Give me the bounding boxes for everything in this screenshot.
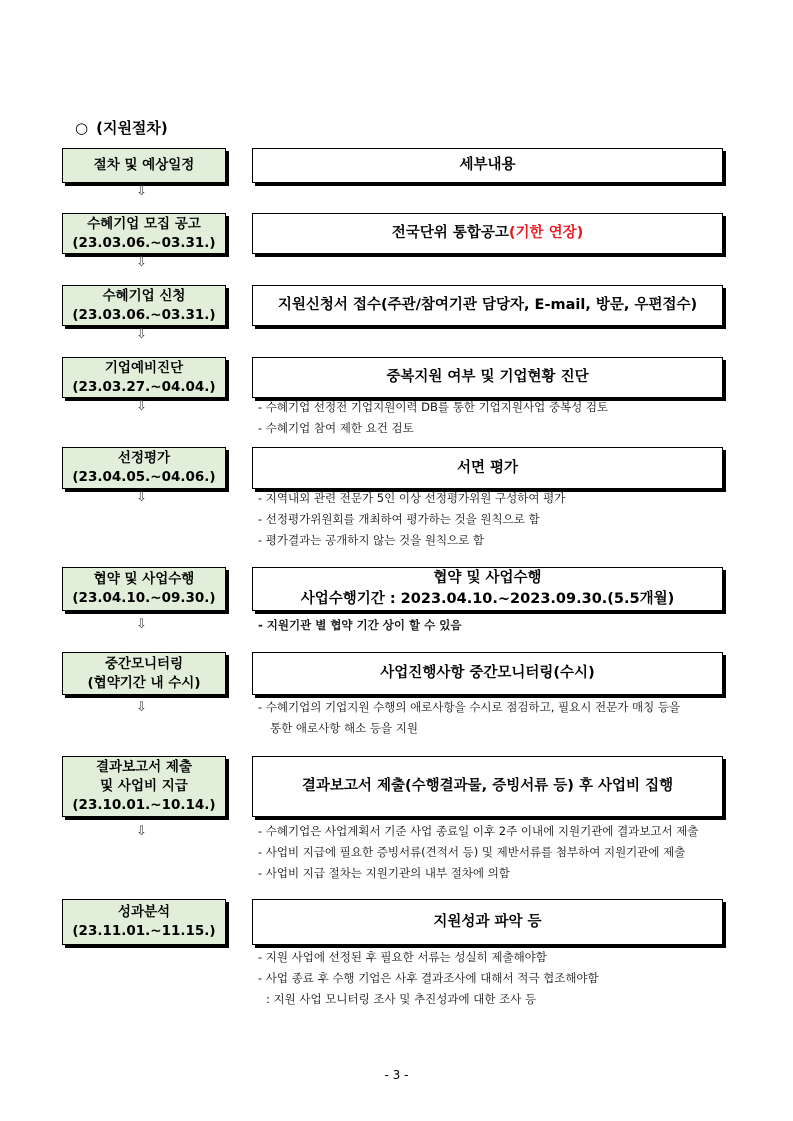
- notes-performance-analysis: [258, 947, 728, 1010]
- detail-selection-evaluation: [252, 447, 723, 489]
- step-recruit-notice: [62, 213, 226, 254]
- step-title: 성과분석: [117, 904, 171, 920]
- step-title: 수혜기업 신청: [102, 287, 186, 304]
- step-date: (23.10.01.~10.14.): [72, 797, 216, 813]
- detail-text: 지원신청서 접수(주관/참여기관 담당자, E-mail, 방문, 우편접수): [277, 297, 698, 313]
- detail-performance-analysis: [252, 899, 723, 945]
- detail-pre-diagnosis: [252, 357, 723, 398]
- header-left-label: 절차 및 예상일정: [93, 157, 195, 173]
- step-date: (23.04.05.~04.06.): [72, 469, 216, 485]
- note-item: - 평가결과는 공개하지 않는 것을 원칙으로 함: [258, 533, 485, 547]
- step-date: (23.03.06.~03.31.): [72, 234, 216, 251]
- note-item: - 지원 사업에 선정된 후 필요한 서류는 성실히 제출해야함: [258, 950, 547, 964]
- step-title: 중간모니터링: [104, 655, 184, 672]
- note-item: - 사업 종료 후 수행 기업은 사후 결과조사에 대해서 적극 협조해야함: [258, 971, 599, 985]
- note-item: - 지원기관 별 협약 기간 상이 할 수 있음: [258, 618, 462, 632]
- page-number: - 3 -: [384, 1068, 409, 1082]
- detail-recruit-notice: [252, 213, 723, 254]
- notes-selection-evaluation: [258, 488, 728, 551]
- step-date: (23.11.01.~11.15.): [72, 923, 216, 939]
- detail-text: 중복지원 여부 및 기업현황 진단: [386, 369, 589, 385]
- detail-agreement: [252, 567, 723, 611]
- step-performance-analysis: [62, 899, 226, 945]
- circle-bullet: ○: [75, 119, 89, 137]
- notes-agreement: [258, 615, 728, 636]
- down-arrow-icon: ⇩: [136, 617, 147, 632]
- note-item: - 사업비 지급에 필요한 증빙서류(견적서 등) 및 제반서류를 첨부하여 지원기관에 제출: [258, 845, 686, 859]
- step-date: (23.04.10.~09.30.): [72, 590, 216, 606]
- step-agreement: [62, 567, 226, 611]
- detail-text: 지원성과 파악 등: [433, 913, 542, 930]
- note-item: : 지원 사업 모니터링 조사 및 추진성과에 대한 조사 등: [266, 992, 537, 1006]
- detail-text: 서면 평가: [456, 459, 519, 476]
- step-application: [62, 285, 226, 326]
- down-arrow-icon: ⇩: [136, 255, 147, 270]
- notes-interim-monitoring: [258, 697, 728, 739]
- step-final-report: [62, 756, 226, 817]
- note-item: - 지역내외 관련 전문가 5인 이상 선정평가위원 구성하여 평가: [258, 491, 566, 505]
- down-arrow-icon: ⇩: [136, 700, 147, 715]
- step-pre-diagnosis: [62, 357, 226, 398]
- step-date: (23.03.06.~03.31.): [72, 306, 216, 323]
- section-title-text: (지원절차): [96, 119, 168, 137]
- step-title: 선정평가: [117, 450, 171, 466]
- step-date: (23.03.27.~04.04.): [72, 378, 216, 395]
- notes-final-report: [258, 821, 728, 884]
- detail-text: 협약 및 사업수행: [433, 570, 542, 586]
- note-item: - 사업비 지급 절차는 지원기관의 내부 절차에 의함: [258, 866, 510, 880]
- header-right-label: 세부내용: [459, 157, 516, 173]
- note-item: - 선정평가위원회를 개최하여 평가하는 것을 원칙으로 함: [258, 512, 540, 526]
- note-item: - 수혜기업 참여 제한 요건 검토: [258, 421, 414, 435]
- detail-text: 전국단위 통합공고: [391, 225, 509, 241]
- note-item: 통한 애로사항 해소 등을 지원: [270, 721, 418, 735]
- detail-interim-monitoring: [252, 652, 723, 695]
- step-date: (협약기간 내 수시): [87, 674, 201, 691]
- step-interim-monitoring: [62, 652, 226, 695]
- detail-application: [252, 285, 723, 326]
- down-arrow-icon: ⇩: [136, 399, 147, 414]
- header-details: [252, 148, 723, 183]
- step-selection-evaluation: [62, 447, 226, 489]
- down-arrow-icon: ⇩: [136, 184, 147, 199]
- deadline-extended-text: (기한 연장): [508, 225, 584, 241]
- notes-pre-diagnosis: [258, 397, 728, 439]
- note-item: - 수혜기업은 사업계획서 기준 사업 종료일 이후 2주 이내에 지원기관에 결과보고서 제출: [258, 824, 699, 838]
- step-title-line2: 및 사업비 지급: [100, 778, 188, 794]
- step-title: 결과보고서 제출: [96, 759, 192, 775]
- detail-text: 사업진행사항 중간모니터링(수시): [380, 665, 595, 681]
- detail-period-text: 사업수행기간 : 2023.04.10.~2023.09.30.(5.5개월): [300, 591, 675, 607]
- step-title: 협약 및 사업수행: [93, 571, 195, 587]
- note-item: - 수혜기업 선정전 기업지원이력 DB를 통한 기업지원사업 중복성 검토: [258, 400, 609, 414]
- down-arrow-icon: ⇩: [136, 327, 147, 342]
- header-procedure-schedule: [62, 148, 226, 183]
- down-arrow-icon: ⇩: [136, 824, 147, 839]
- step-title: 기업예비진단: [104, 359, 184, 376]
- down-arrow-icon: ⇩: [136, 490, 147, 505]
- detail-final-report: [252, 756, 723, 817]
- note-item: - 수혜기업의 기업지원 수행의 애로사항을 수시로 점검하고, 필요시 전문가 매칭 등을: [258, 700, 681, 714]
- detail-text: 결과보고서 제출(수행결과물, 증빙서류 등) 후 사업비 집행: [301, 778, 674, 794]
- section-title: [75, 117, 168, 138]
- step-title: 수혜기업 모집 공고: [87, 215, 201, 232]
